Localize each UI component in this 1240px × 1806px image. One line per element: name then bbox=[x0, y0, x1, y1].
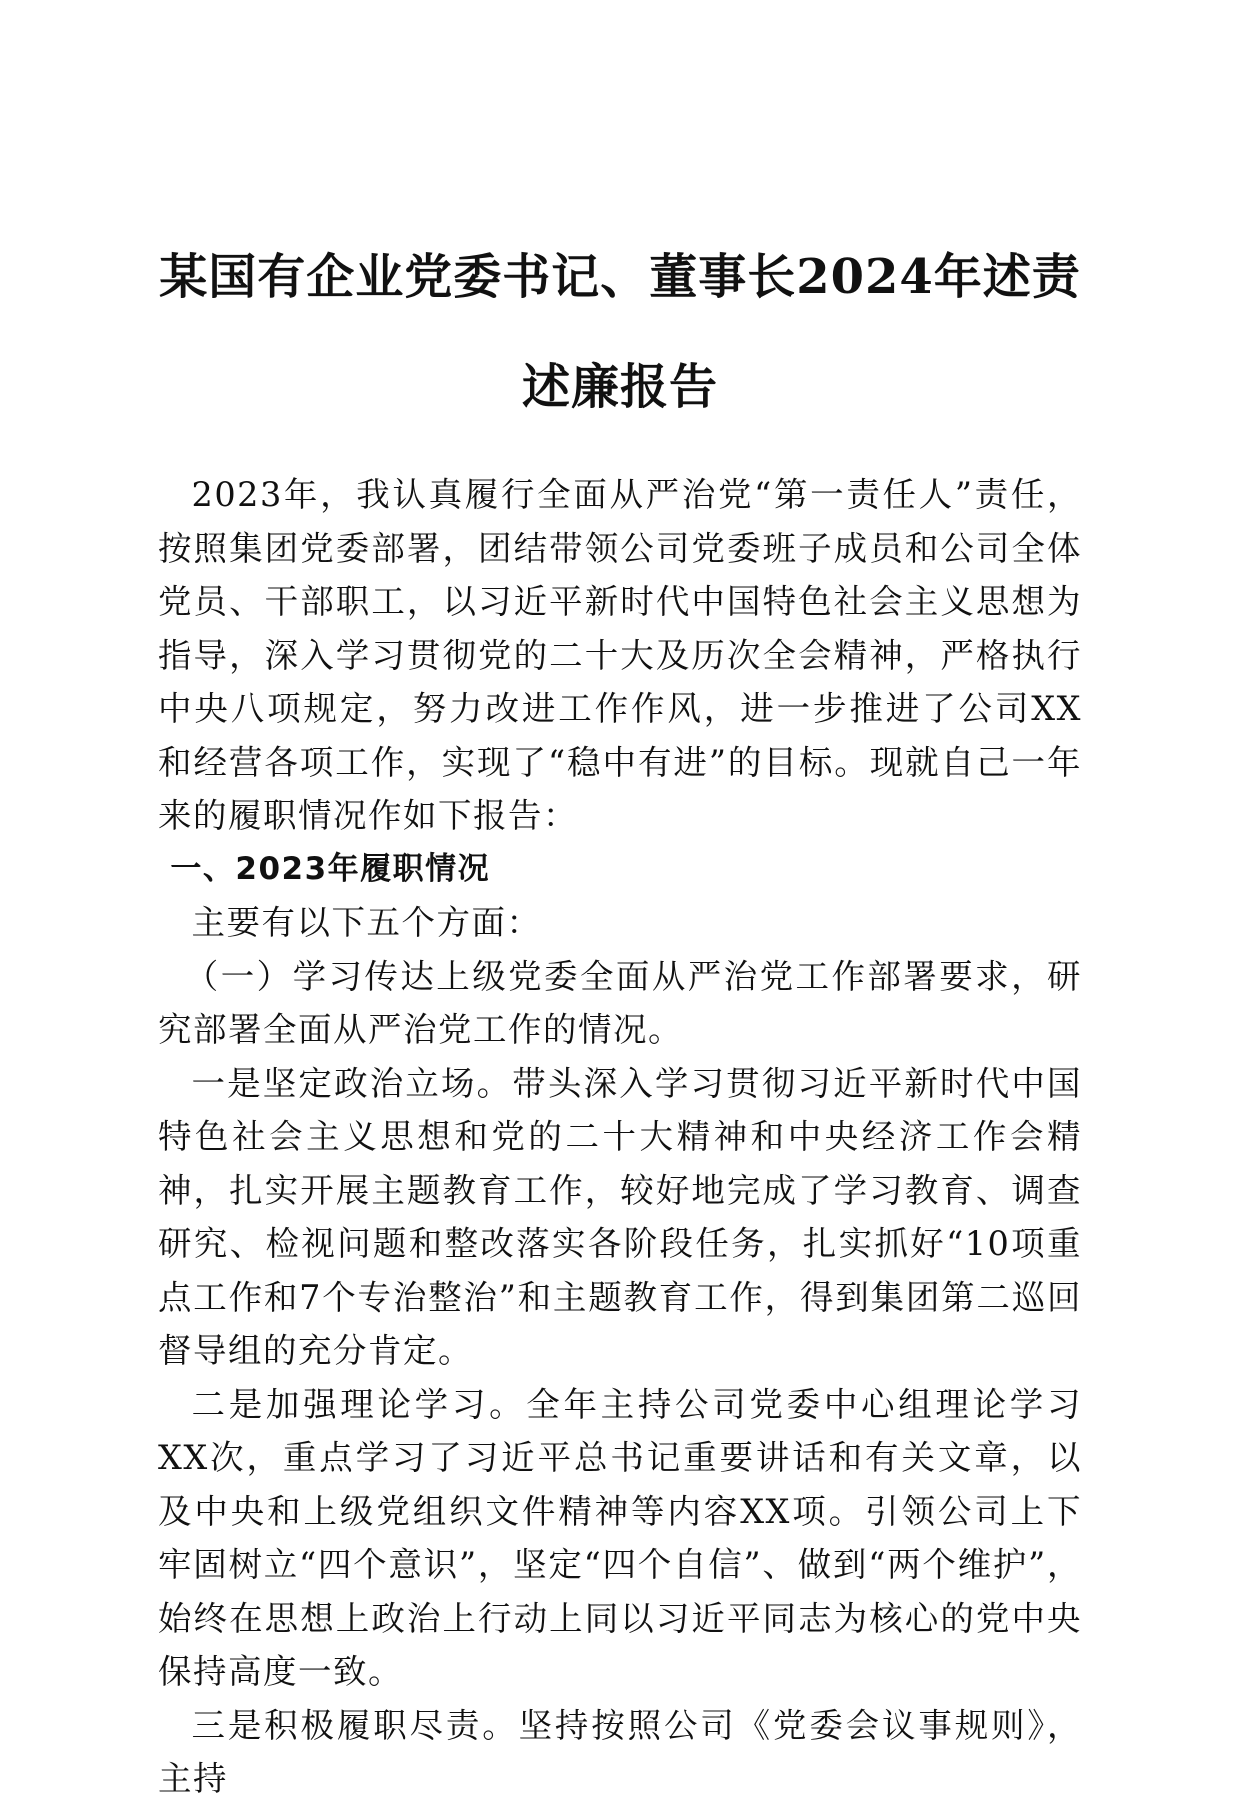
section-lead-paragraph: 主要有以下五个方面： bbox=[191, 903, 542, 942]
point-paragraph-3: 三是积极履职尽责。坚持按照公司《党委会议事规则》，主持 bbox=[158, 1705, 1082, 1798]
intro-paragraph: 2023年，我认真履行全面从严治党“第一责任人”责任，按照集团党委部署，团结带领公司党委班子成员和公司全体党员、干部职工，以习近平新时代中国特色社会主义思想为指导，深入学习贯彻党的二十大及历次全会精神，严格执行中央八项规定，努力改进工作作风，进一步推进了公司XX和经营各项工作，实现了“稳中有进”的目标。现就自己一年来的履职情况作如下报告： bbox=[158, 475, 1082, 835]
point-paragraph-1: 一是坚定政治立场。带头深入学习贯彻习近平新时代中国特色社会主义思想和党的二十大精神和中央经济工作会精神，扎实开展主题教育工作，较好地完成了学习教育、调查研究、检视问题和整改落实各阶段任务，扎实抓好“10项重点工作和7个专治整治”和主题教育工作，得到集团第二巡回督导组的充分肯定。 bbox=[158, 1063, 1082, 1370]
section-heading: 一、2023年履职情况 bbox=[170, 850, 491, 887]
document-title: 某国有企业党委书记、董事长2024年述责述廉报告 bbox=[159, 249, 1081, 415]
point-paragraph-2: 二是加强理论学习。全年主持公司党委中心组理论学习XX次，重点学习了习近平总书记重要讲话和有关文章，以及中央和上级党组织文件精神等内容XX项。引领公司上下牢固树立“四个意识”，坚定“四个自信”、做到“两个维护”，始终在思想上政治上行动上同以习近平同志为核心的党中央保持高度一致。 bbox=[158, 1384, 1082, 1691]
subsection-title: （一）学习传达上级党委全面从严治党工作部署要求，研究部署全面从严治党工作的情况。 bbox=[158, 956, 1082, 1049]
document-body bbox=[158, 468, 1082, 1806]
